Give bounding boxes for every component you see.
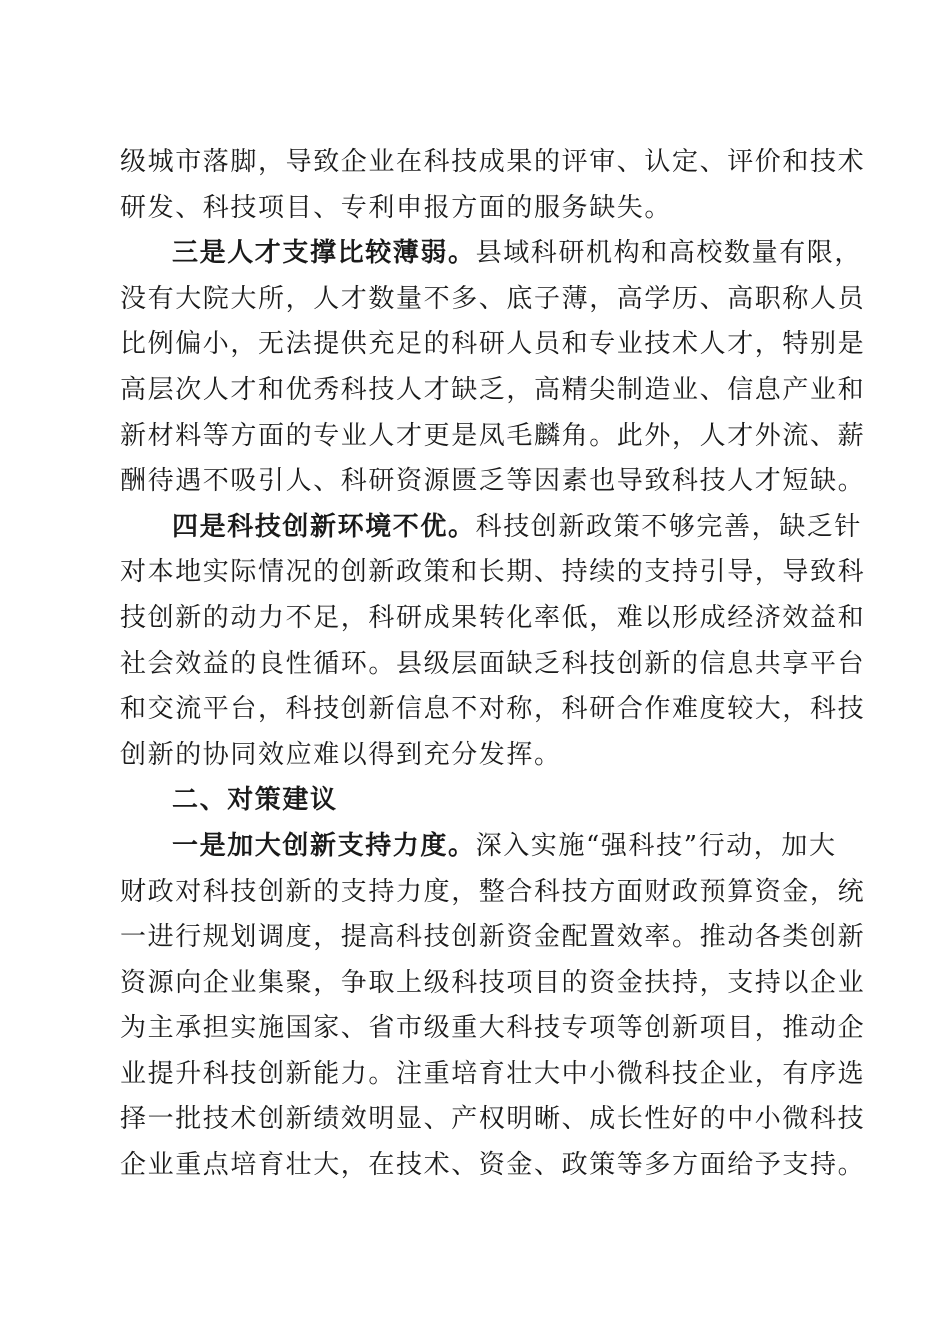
text-line bbox=[120, 505, 863, 551]
paragraph-lead-rest: 深入实施“强科技”行动，加大 bbox=[475, 830, 837, 861]
text-line: 新材料等方面的专业人才更是凤毛麟角。此外，人才外流、薪 bbox=[120, 420, 866, 451]
paragraph-lead: 一是加大创新支持力度。 bbox=[172, 830, 476, 861]
text-line: 财政对科技创新的支持力度，整合科技方面财政预算资金，统 bbox=[120, 876, 866, 907]
text-line: 企业重点培育壮大，在技术、资金、政策等多方面给予支持。 bbox=[120, 1150, 866, 1181]
text-line: 比例偏小，无法提供充足的科研人员和专业技术人才，特别是 bbox=[120, 329, 866, 360]
text-line: 一进行规划调度，提高科技创新资金配置效率。推动各类创新 bbox=[120, 922, 866, 953]
paragraph-lead: 四是科技创新环境不优。 bbox=[172, 511, 476, 542]
text-line: 社会效益的良性循环。县级层面缺乏科技创新的信息共享平台 bbox=[120, 648, 866, 679]
text-line bbox=[120, 231, 863, 277]
document-body bbox=[120, 140, 866, 1189]
text-line: 级城市落脚，导致企业在科技成果的评审、认定、评价和技术 bbox=[120, 147, 866, 177]
paragraph-lead-rest: 科技创新政策不够完善，缺乏针 bbox=[475, 511, 863, 542]
text-line: 高层次人才和优秀科技人才缺乏，高精尖制造业、信息产业和 bbox=[120, 374, 866, 405]
text-line: 和交流平台，科技创新信息不对称，科研合作难度较大，科技 bbox=[120, 694, 866, 725]
text-line: 创新的协同效应难以得到充分发挥。 bbox=[120, 739, 562, 770]
text-line: 为主承担实施国家、省市级重大科技专项等创新项目，推动企 bbox=[120, 1013, 866, 1044]
text-line: 没有大院大所，人才数量不多、底子薄，高学历、高职称人员 bbox=[120, 283, 866, 314]
text-line: 对本地实际情况的创新政策和长期、持续的支持引导，导致科 bbox=[120, 557, 866, 588]
text-line: 资源向企业集聚，争取上级科技项目的资金扶持，支持以企业 bbox=[120, 967, 866, 998]
paragraph-talent-support bbox=[120, 231, 866, 505]
paragraph-innovation-environment bbox=[120, 505, 866, 779]
section-heading: 二、对策建议 bbox=[172, 785, 338, 816]
text-line: 酬待遇不吸引人、科研资源匮乏等因素也导致科技人才短缺。 bbox=[120, 466, 866, 497]
paragraph-lead: 三是人才支撑比较薄弱。 bbox=[172, 238, 476, 269]
text-line bbox=[120, 824, 837, 870]
paragraph-service-gap bbox=[120, 140, 866, 231]
text-line: 研发、科技项目、专利申报方面的服务缺失。 bbox=[120, 192, 673, 223]
paragraph-lead-rest: 县域科研机构和高校数量有限， bbox=[475, 238, 863, 269]
text-line: 择一批技术创新绩效明显、产权明晰、成长性好的中小微科技 bbox=[120, 1104, 866, 1135]
text-line: 技创新的动力不足，科研成果转化率低，难以形成经济效益和 bbox=[120, 602, 866, 633]
paragraph-innovation-support bbox=[120, 824, 866, 1189]
text-line: 业提升科技创新能力。注重培育壮大中小微科技企业，有序选 bbox=[120, 1058, 866, 1089]
